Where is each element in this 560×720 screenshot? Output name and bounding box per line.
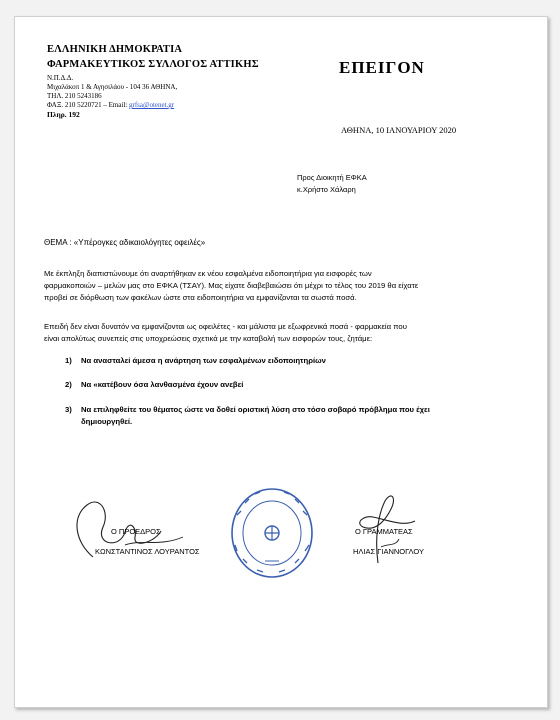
email-link[interactable]: grfsa@otenet.gr [129, 101, 175, 109]
demand-number: 1) [65, 356, 72, 365]
demand-number: 2) [65, 380, 72, 389]
urgent-label: ΕΠΕΙΓΟΝ [339, 58, 425, 77]
address: Μιχαλάκοπ 1 & Αγησιλάου - 104 36 ΑΘΗΝΑ, [47, 83, 178, 91]
demand-text-continued: δημιουργηθεί. [81, 417, 133, 426]
fax-email-prefix: ΦΑΞ. 210 5220721 – Email: [47, 101, 130, 109]
president-name: ΚΩΝΣΤΑΝΤΙΝΟΣ ΛΟΥΡΑΝΤΟΣ [95, 547, 200, 556]
paragraph-2-line-1: Επειδή δεν είναι δυνατόν να εμφανίζονται ως οφειλέτες - και μάλιστα με εξωφρενικά ποσά - φαρμακεία που [44, 322, 407, 331]
demand-item [65, 355, 511, 367]
recipient-line-1: Προς Διοικητή ΕΦΚΑ [297, 173, 367, 182]
demand-number: 3) [65, 405, 72, 414]
demand-item [65, 379, 511, 391]
org-line-2: ΦΑΡΜΑΚΕΥΤΙΚΟΣ ΣΥΛΛΟΓΟΣ ΑΤΤΙΚΗΣ [47, 59, 259, 70]
letter-page [14, 16, 548, 708]
entity-type: Ν.Π.Δ.Δ. [47, 74, 74, 82]
recipient-line-2: κ.Χρήστο Χάλαρη [297, 185, 356, 194]
secretary-name: ΗΛΙΑΣ ΓΙΑΝΝΟΓΛΟΥ [353, 547, 425, 556]
paragraph-2-line-2: είναι απολύτως συνεπείς στις υποχρεώσεις σχετικά με την καταβολή των εισφορών τους, ζητάμε: [44, 334, 373, 343]
seal-icon [227, 485, 317, 581]
phone: ΤΗΛ. 210 5243186 [47, 92, 102, 100]
paragraph-1-line-3: προβεί σε διόρθωση των φακέλων ώστε στα ειδοποιητήρια να εμφανίζονται τα σωστά ποσά. [44, 293, 357, 302]
secretary-title: Ο ΓΡΑΜΜΑΤΕΑΣ [355, 527, 413, 536]
paragraph-1-line-2: φαρμακοποιών – μελών μας στο ΕΦΚΑ (ΤΣΑΥ). Μας είχατε διαβεβαιώσει ότι μέχρι το τέλος του 2019 θα είχατε [44, 281, 419, 290]
subject-line: ΘΕΜΑ : «Υπέρογκες αδικαιολόγητες οφειλές» [44, 238, 206, 247]
demand-item [65, 404, 511, 428]
demand-text: Να «κατέβουν όσα λανθασμένα έχουν ανεβεί [81, 380, 244, 389]
demand-text: Να ανασταλεί άμεσα η ανάρτηση των εσφαλμένων ειδοποιητηρίων [81, 356, 326, 365]
president-title: Ο ΠΡΟΕΔΡΟΣ [111, 527, 161, 536]
protocol-number: Πληρ. 192 [47, 110, 80, 119]
demand-text: Να επιληφθείτε του θέματος ώστε να δοθεί οριστική λύση στο τόσο σοβαρό πρόβλημα που έχει [81, 405, 430, 414]
org-line-1: ΕΛΛΗΝΙΚΗ ΔΗΜΟΚΡΑΤΙΑ [47, 44, 183, 55]
date-line: ΑΘΗΝΑ, 10 ΙΑΝΟΥΑΡΙΟΥ 2020 [341, 125, 457, 135]
fax-email [47, 101, 174, 110]
paragraph-1-line-1: Με έκπληξη διαπιστώνουμε ότι αναρτήθηκαν εκ νέου εσφαλμένα ειδοποιητήρια για εισφορές των [44, 269, 372, 278]
